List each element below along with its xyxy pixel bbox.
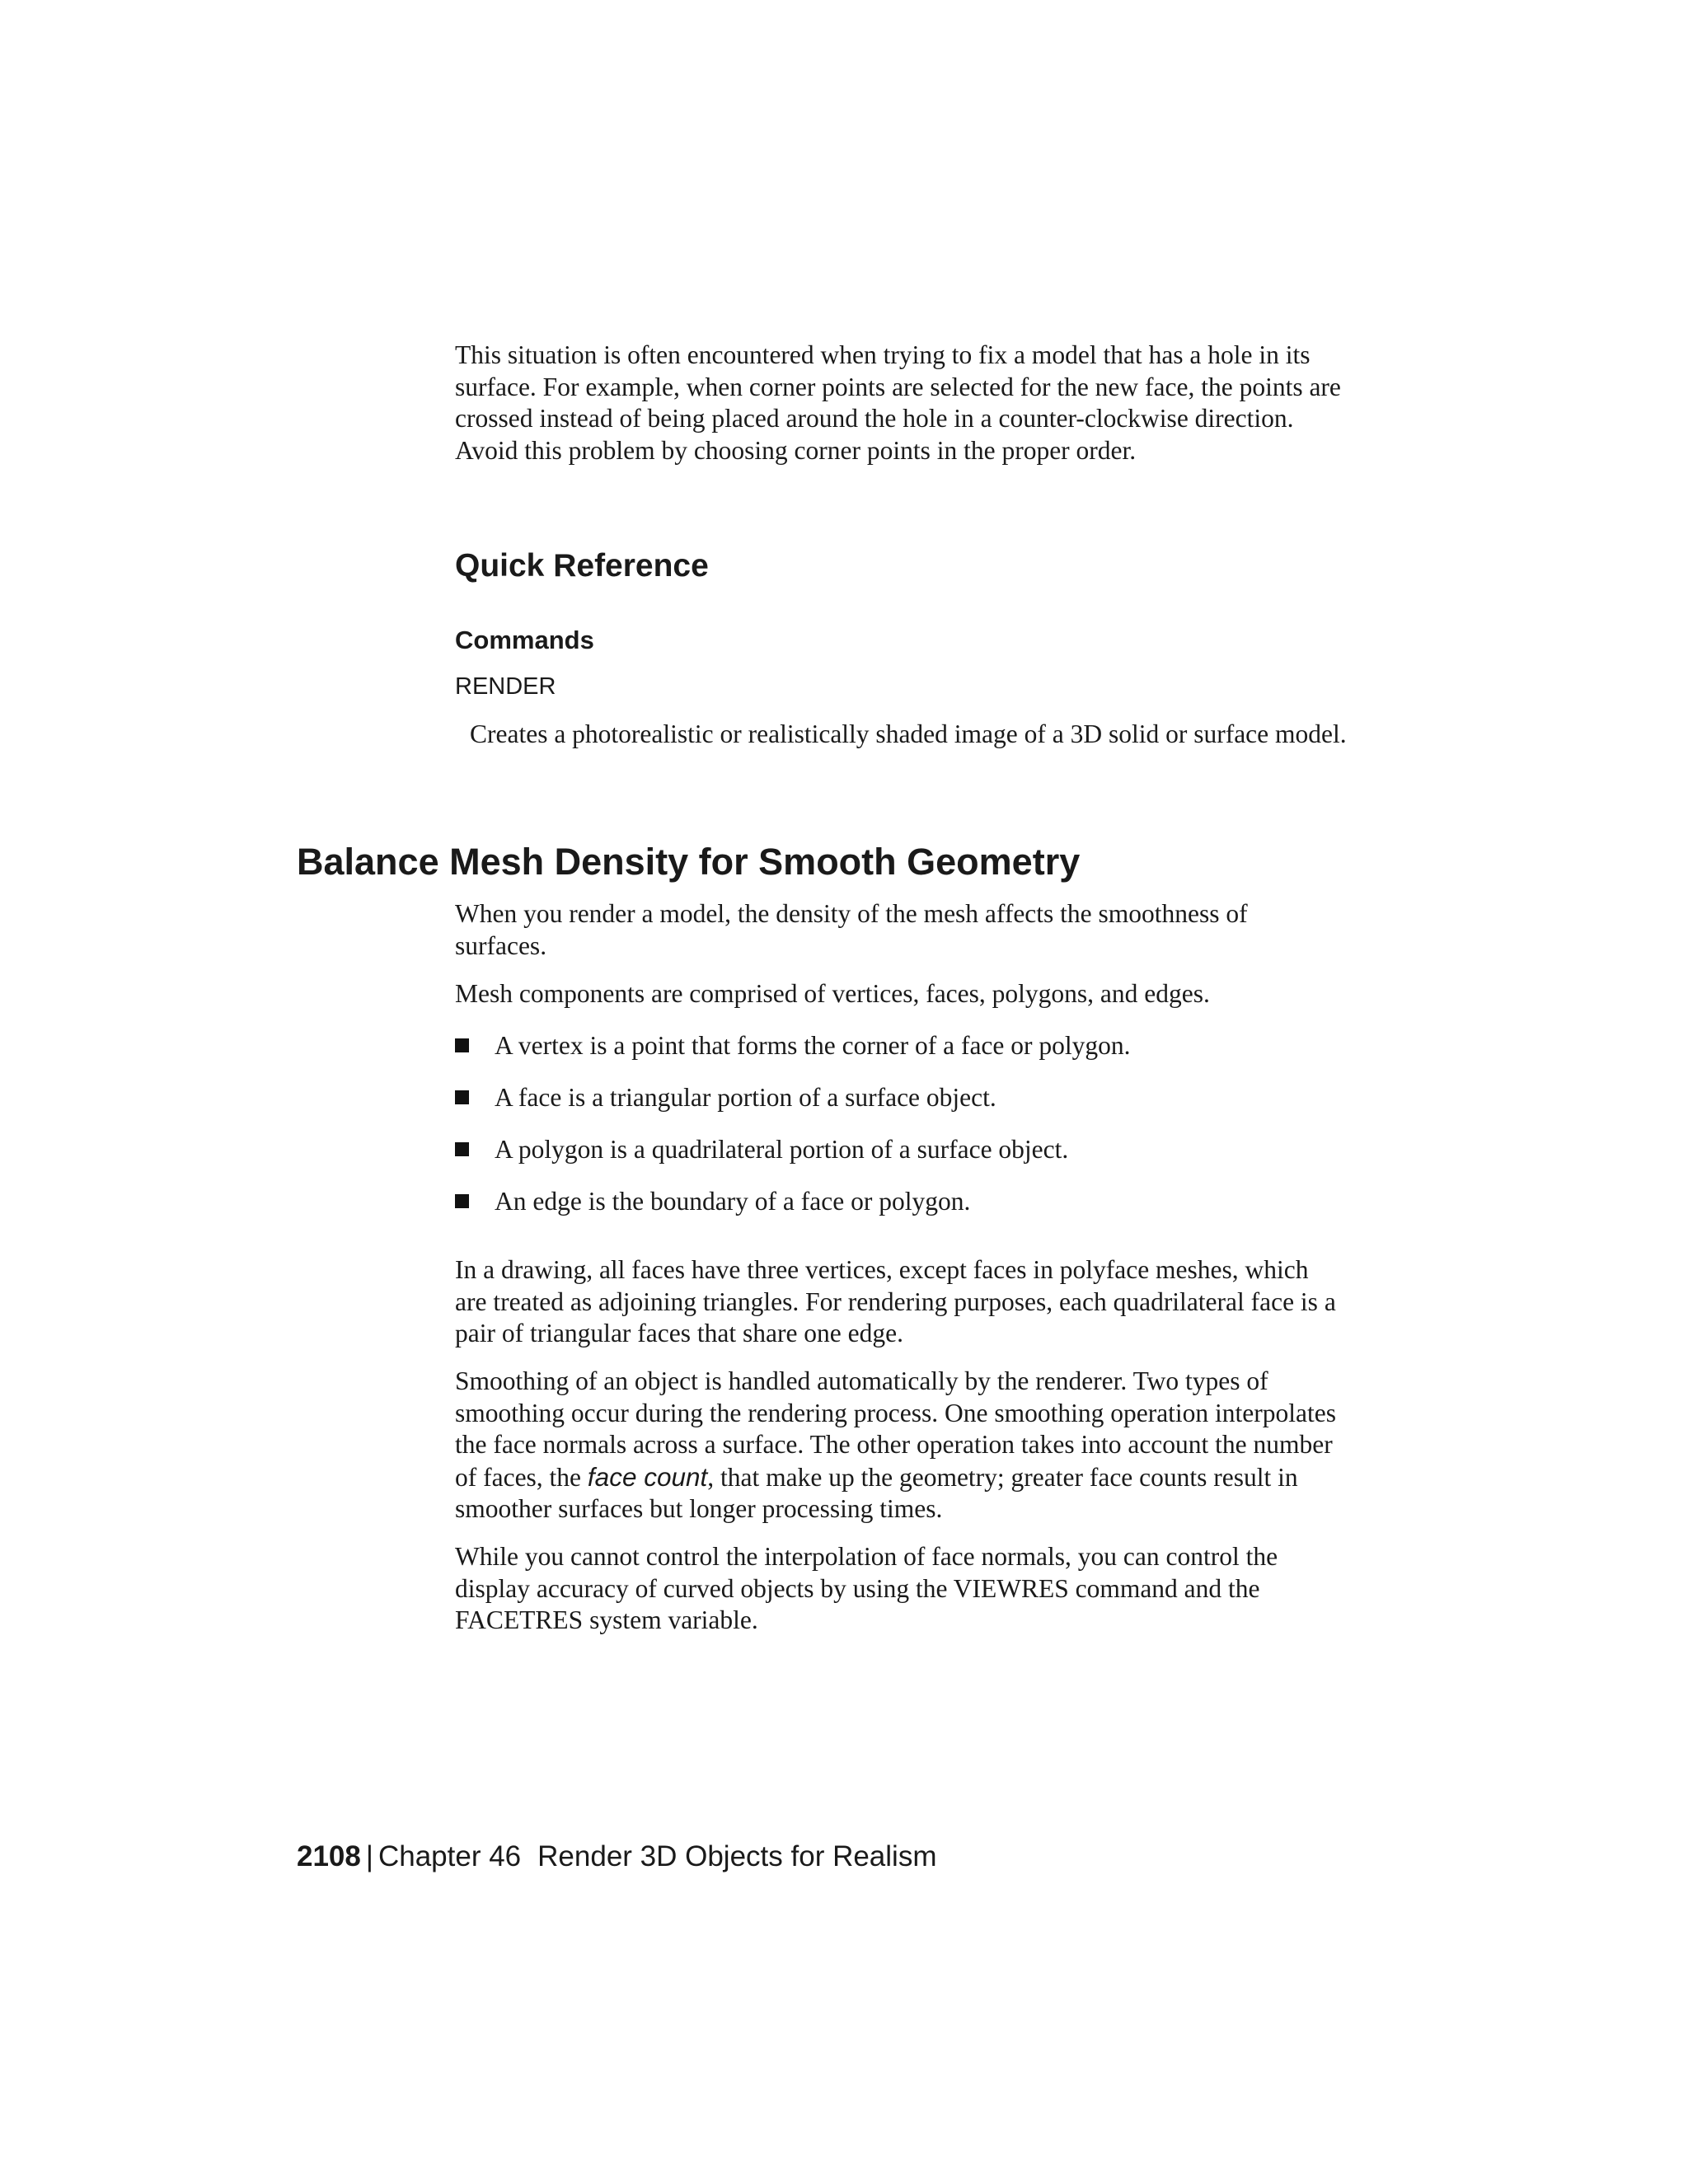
intro-paragraph-block [455, 340, 1345, 466]
commands-label: Commands [455, 626, 594, 654]
paragraph-4-text-before: Smoothing of an object is handled automatically by the renderer. Two types of smoothing occur during the rendering process. One smoothing operation interpolates the face normals across a surface. The other operation takes into account the number of faces, the [455, 1366, 1337, 1492]
section-paragraph-3-block [455, 1254, 1345, 1350]
square-bullet-icon [455, 1038, 469, 1052]
render-command-description: Creates a photorealistic or realistically shaded image of a 3D solid or surface model. [470, 719, 1347, 748]
section-heading: Balance Mesh Density for Smooth Geometry [297, 841, 1081, 883]
section-paragraph-1-block [455, 898, 1345, 962]
section-paragraph-2: Mesh components are comprised of vertices, faces, polygons, and edges. [455, 979, 1210, 1008]
page-footer [297, 1840, 936, 1874]
list-item [455, 1030, 1345, 1082]
list-item-text: An edge is the boundary of a face or polygon. [495, 1187, 971, 1216]
section-paragraph-1: When you render a model, the density of the mesh affects the smoothness of surfaces. [455, 899, 1248, 960]
section-paragraph-4 [455, 1366, 1345, 1526]
render-command-description-block [470, 719, 1352, 751]
section-paragraph-3: In a drawing, all faces have three vertices, except faces in polyface meshes, which are treated as adjoining triangles. For rendering purposes, each quadrilateral face is a pair of triangular faces that share one edge. [455, 1255, 1336, 1348]
list-item [455, 1134, 1345, 1186]
square-bullet-icon [455, 1090, 469, 1104]
section-paragraph-4-block [455, 1366, 1345, 1526]
quick-reference-heading: Quick Reference [455, 548, 709, 583]
chapter-title: Render 3D Objects for Realism [537, 1840, 937, 1872]
section-paragraph-5: While you cannot control the interpolation of face normals, you can control the display accuracy of curved objects by using the VIEWRES command and the FACETRES system variable. [455, 1542, 1278, 1635]
list-item-text: A face is a triangular portion of a surface object. [495, 1083, 996, 1112]
list-item [455, 1186, 1345, 1238]
render-command-name: RENDER [455, 673, 556, 700]
paragraph-4-text-after: , that make up the geometry; greater face counts result in smoother surfaces but longer processing times. [455, 1462, 1298, 1524]
list-item-text: A vertex is a point that forms the corner of a face or polygon. [495, 1031, 1131, 1060]
list-item [455, 1082, 1345, 1134]
footer-separator: | [365, 1840, 373, 1872]
square-bullet-icon [455, 1194, 469, 1208]
page-number: 2108 [297, 1840, 361, 1872]
list-item-text: A polygon is a quadrilateral portion of a surface object. [495, 1135, 1069, 1164]
intro-paragraph: This situation is often encountered when trying to fix a model that has a hole in its surface. For example, when corner points are selected for the new face, the points are crossed instead of being placed around the hole in a counter-clockwise direction. Avoid this problem by choosing corner points in the proper order. [455, 340, 1341, 465]
section-paragraph-2-block [455, 978, 1345, 1010]
chapter-label: Chapter 46 [377, 1840, 522, 1872]
mesh-components-list [455, 1030, 1345, 1238]
square-bullet-icon [455, 1142, 469, 1156]
section-paragraph-5-block [455, 1541, 1345, 1637]
face-count-term: face count [587, 1461, 708, 1492]
